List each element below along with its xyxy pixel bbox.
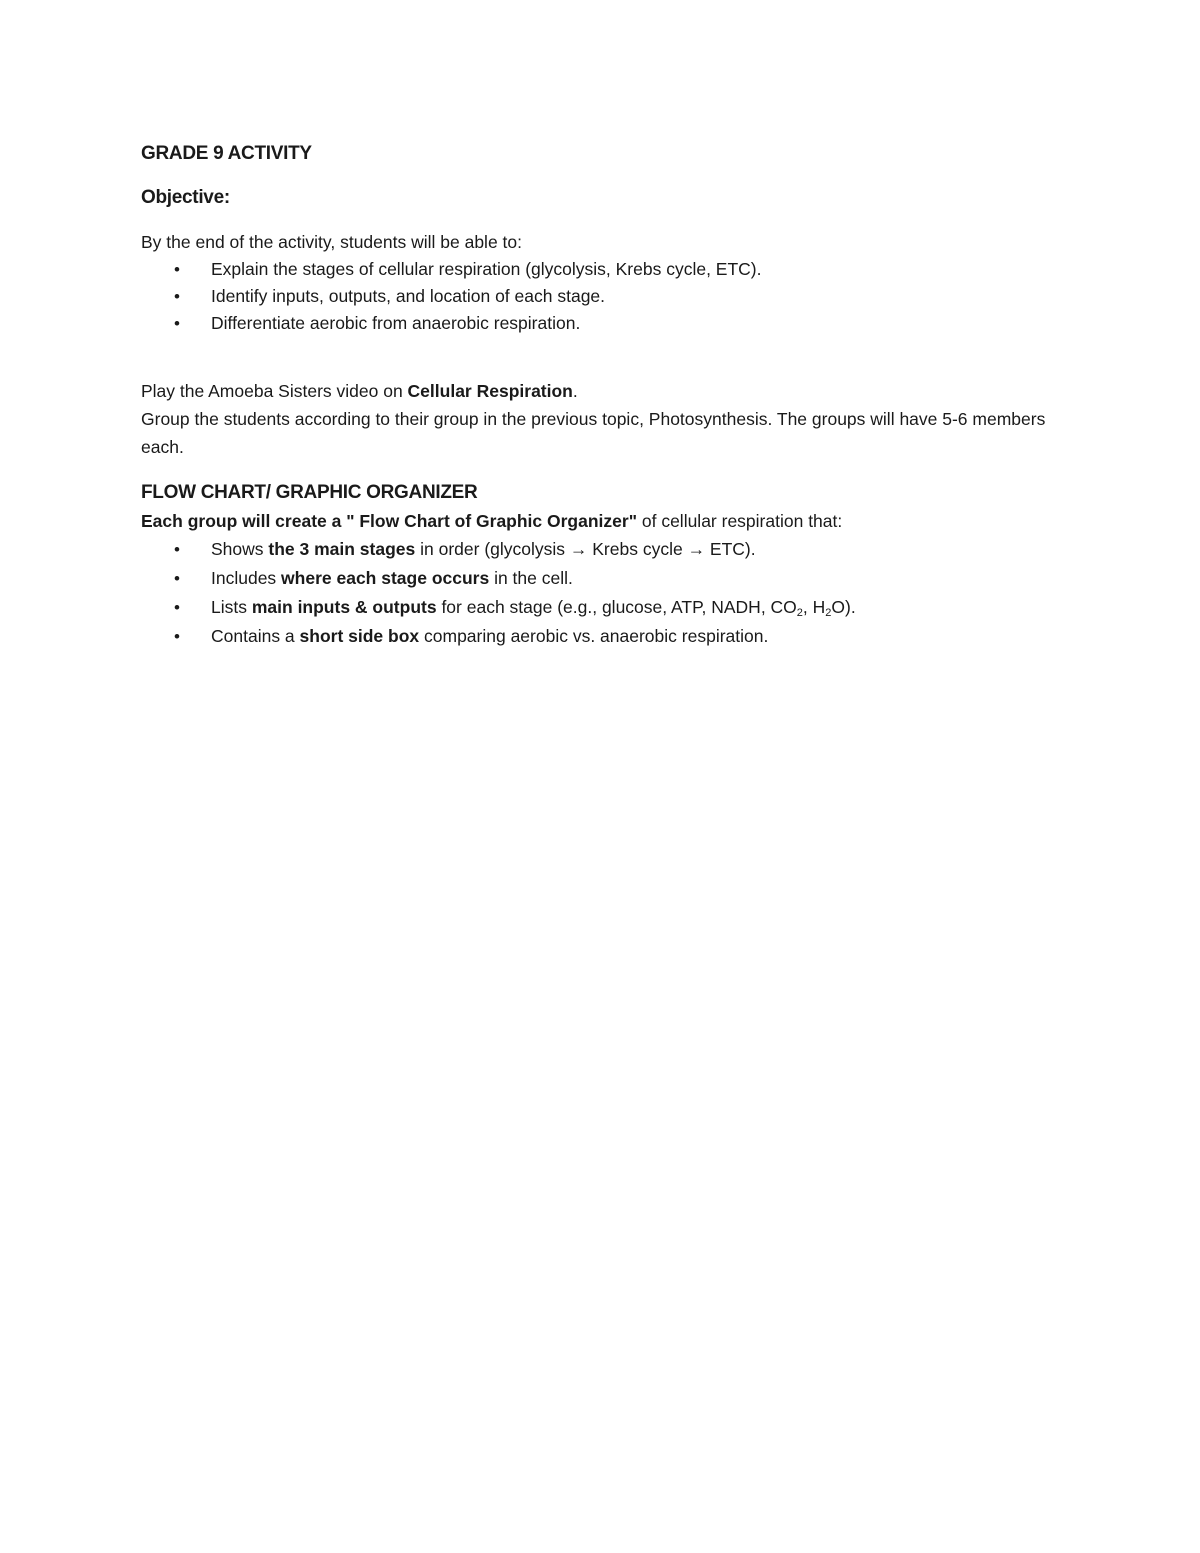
bullet-icon: • — [174, 598, 180, 617]
list-item — [141, 256, 1061, 283]
task-item-post: comparing aerobic vs. anaerobic respiration. — [419, 626, 769, 646]
objective-heading: Objective: — [141, 187, 230, 208]
video-title: Cellular Respiration — [407, 381, 573, 401]
bullet-icon: • — [174, 260, 180, 279]
task-item-pre: Lists — [211, 597, 252, 617]
objective-text: Identify inputs, outputs, and location of each stage. — [211, 286, 606, 306]
task-item-bold: short side box — [299, 626, 420, 646]
task-item-post: in order (glycolysis → Krebs cycle → ETC). — [415, 539, 756, 559]
task-item-pre: Includes — [211, 568, 282, 588]
intro-text: By the end of the activity, students will be able to: — [141, 232, 523, 252]
list-item — [141, 593, 1061, 622]
list-item — [141, 535, 1061, 564]
task-item-mid: , H — [802, 597, 826, 617]
task-item-pre: Shows — [211, 539, 269, 559]
objective-text: Explain the stages of cellular respiration (glycolysis, Krebs cycle, ETC). — [211, 259, 762, 279]
task-item-bold: main inputs & outputs — [251, 597, 437, 617]
list-item — [141, 310, 1061, 337]
bullet-icon: • — [174, 627, 180, 646]
bullet-icon: • — [174, 540, 180, 559]
task-list — [141, 535, 1061, 651]
task-bold: Each group will create a " Flow Chart of Graphic Organizer" — [141, 511, 637, 531]
objectives-list — [141, 256, 1061, 337]
bullet-icon: • — [174, 569, 180, 588]
subscript: 2 — [825, 607, 832, 619]
list-item — [141, 622, 1061, 651]
bullet-icon: • — [174, 314, 180, 333]
video-prefix: Play the Amoeba Sisters video on — [141, 381, 408, 401]
task-item-pre: Contains a — [211, 626, 300, 646]
task-description — [141, 507, 1061, 535]
task-item-end: O). — [831, 597, 856, 617]
list-item — [141, 283, 1061, 310]
document-body — [141, 140, 1061, 651]
list-item — [141, 564, 1061, 593]
task-rest: of cellular respiration that: — [637, 511, 843, 531]
video-suffix: . — [572, 381, 578, 401]
task-item-bold: where each stage occurs — [281, 568, 490, 588]
video-instruction — [141, 377, 1061, 405]
task-item-bold: the 3 main stages — [268, 539, 416, 559]
objective-text: Differentiate aerobic from anaerobic respiration. — [211, 313, 581, 333]
task-item-post: for each stage (e.g., glucose, ATP, NADH, CO — [436, 597, 797, 617]
bullet-icon: • — [174, 287, 180, 306]
grouping-instruction: Group the students according to their group in the previous topic, Photosynthesis. The groups will have 5-6 members each. — [141, 409, 1046, 457]
flow-chart-heading: FLOW CHART/ GRAPHIC ORGANIZER — [141, 482, 478, 503]
task-item-post: in the cell. — [489, 568, 573, 588]
subscript: 2 — [796, 607, 803, 619]
document-title: GRADE 9 ACTIVITY — [141, 143, 312, 164]
